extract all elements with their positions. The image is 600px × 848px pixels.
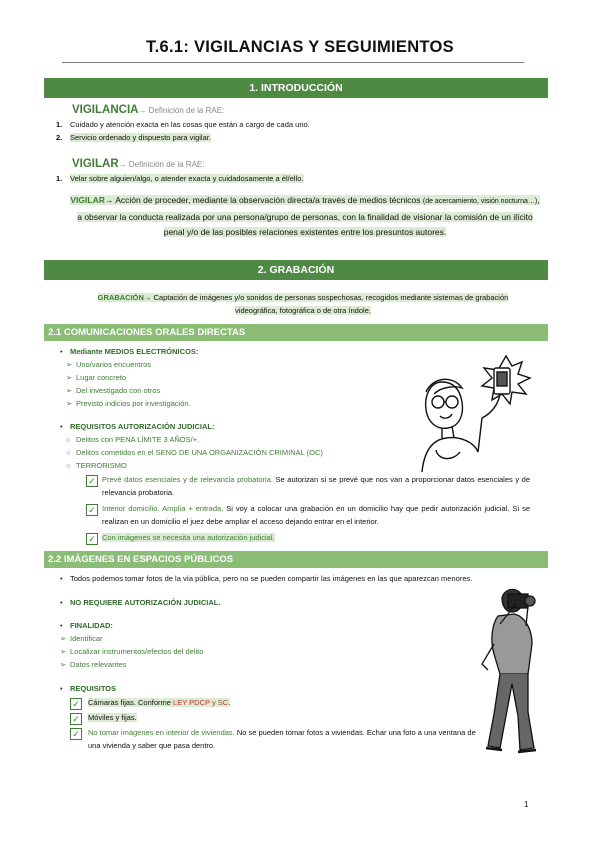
section-heading-introduccion: 1. INTRODUCCIÓN — [44, 78, 548, 98]
vigilar-item-1 — [56, 172, 304, 185]
vigilancia-item-1 — [56, 118, 310, 131]
item-number: 1. — [56, 120, 63, 129]
fin-item-2: ➢ Localizar instrumentos/efectos del delito — [60, 647, 204, 656]
page-number: 1 — [524, 800, 529, 809]
item-number: 2. — [56, 133, 63, 142]
check-green-text: Con imágenes se necesita una autorización judicial. — [102, 533, 275, 542]
check-text: No se pueden tomar fotos a viviendas. Echar una foto a una ventana de una vivienda y saber que pasa dentro. — [88, 728, 476, 750]
requisitos-label-text: REQUISITOS AUTORIZACIÓN JUDICIAL: — [70, 422, 215, 431]
check-green-text: No tomar imágenes en interior de viviendas. — [88, 728, 235, 737]
vigilar-term: VIGILAR — [72, 158, 119, 170]
vigilancia-item-2 — [56, 131, 211, 144]
check-text: Si voy a colocar una grabación en un domicilio hay que pedir autorización judicial. Si se realizan en un domicilio el juez debe ampliar el acceso dejando entrar en el interior. — [102, 504, 530, 526]
medios-item-4: ➢ Previsto indicios por investigación. — [66, 399, 191, 408]
list-item: Delitos con PENA LÍMITE 3 AÑOS/+. — [76, 435, 200, 444]
check-icon: ✓ — [70, 726, 86, 740]
check-item-1 — [102, 473, 530, 499]
espacios-p1: • Todos podemos tomar fotos de la vía pública, pero no se pueden compartir las imágenes en las que aparezcan menores. — [60, 574, 473, 583]
law-reference: LEY PDCP y SC — [173, 698, 229, 707]
title-rule — [62, 62, 524, 63]
check22-item-3 — [88, 726, 488, 752]
medios-label: • Mediante MEDIOS ELECTRÓNICOS: — [60, 347, 199, 356]
photographer-illustration — [478, 584, 548, 754]
check-icon: ✓ — [70, 696, 86, 710]
finalidad-label: • FINALIDAD: — [60, 621, 113, 630]
check22-item-1 — [88, 696, 230, 709]
check-icon: ✓ — [86, 531, 102, 545]
subsection-heading-2-1: 2.1 COMUNICACIONES ORALES DIRECTAS — [44, 324, 548, 341]
section-heading-grabacion: 2. GRABACIÓN — [44, 260, 548, 280]
check-item-3 — [102, 531, 275, 544]
espacios-p2-text: NO REQUIERE AUTORIZACIÓN JUDICIAL. — [70, 598, 221, 607]
vigilar-term-line — [72, 154, 204, 172]
item-text: Cuidado y atención exacta en las cosas que están a cargo de cada uno. — [70, 120, 310, 129]
vigilancia-sub: → Definición de la RAE: — [138, 106, 225, 115]
finalidad-label-text: FINALIDAD: — [70, 621, 113, 630]
list-item: TERRORISMO — [76, 461, 127, 470]
definition-lead: → Acción de proceder, mediante la observación directa/a través de medios técnicos — [104, 195, 421, 205]
check-green-text: Interior domicilio. Amplía + entrada. — [102, 504, 224, 513]
espacios-p1-text: Todos podemos tomar fotos de la vía pública, pero no se pueden compartir las imágenes en las que aparezcan menores. — [70, 574, 473, 583]
list-item: Previsto indicios por investigación. — [76, 399, 191, 408]
vigilancia-term-line — [72, 100, 224, 118]
grabacion-term: GRABACIÓN — [97, 293, 144, 302]
vigilancia-term: VIGILANCIA — [72, 104, 139, 116]
list-item: Uno/varios encuentros — [76, 360, 152, 369]
list-item: Delitos cometidos en el SENO DE UNA ORGANIZACIÓN CRIMINAL (OC) — [76, 448, 323, 457]
check-text: Se autorizan si se prevé que nos van a proporcionar datos esenciales y de relevancia probatoria. — [102, 475, 530, 497]
grabacion-text: → Captación de imágenes y/o sonidos de personas sospechosas, recogidos mediante sistemas de grabación videográfica, fotográfica o de otra índole. — [143, 293, 509, 315]
requisitos22-label-text: REQUISITOS — [70, 684, 117, 693]
subsection-heading-2-2: 2.2 IMÁGENES EN ESPACIOS PÚBLICOS — [44, 551, 548, 568]
item-number: 1. — [56, 174, 63, 183]
medios-item-3: ➢ Del investigado con otros — [66, 386, 161, 395]
check-icon: ✓ — [70, 711, 86, 725]
check-icon: ✓ — [86, 502, 102, 516]
check-icon: ✓ — [86, 473, 102, 487]
grabacion-definition — [86, 291, 520, 317]
req-item-2: ○ Delitos cometidos en el SENO DE UNA ORGANIZACIÓN CRIMINAL (OC) — [66, 448, 323, 457]
espacios-p2: • NO REQUIERE AUTORIZACIÓN JUDICIAL. — [60, 598, 221, 607]
medios-label-text: Mediante MEDIOS ELECTRÓNICOS: — [70, 347, 199, 356]
list-item: Datos relevantes — [70, 660, 127, 669]
fin-item-3: ➢ Datos relevantes — [60, 660, 127, 669]
check22-item-2 — [88, 711, 137, 724]
check-text-end: . — [228, 698, 231, 707]
check-text: Móviles y fijas. — [88, 713, 137, 722]
fin-item-1: ➢ Identificar — [60, 634, 103, 643]
definition-rest: , a observar la conducta realizada por una persona/grupo de personas, con la finalidad de visionar la comisión de un ilícito penal y/o de las posibles relaciones existentes entre los presuntos autores. — [77, 195, 540, 237]
check-item-2 — [102, 502, 530, 528]
page-title: T.6.1: VIGILANCIAS Y SEGUIMIENTOS — [146, 38, 454, 56]
definition-term: VIGILAR — [70, 195, 105, 205]
vigilar-definition — [70, 193, 540, 241]
check-text: Cámaras fijas. Conforme — [88, 698, 174, 707]
check-green-text: Prevé datos esenciales y de relevancia probatoria. — [102, 475, 273, 484]
req-item-3: ○ TERRORISMO — [66, 461, 127, 470]
list-item: Identificar — [70, 634, 103, 643]
item-text: Servicio ordenado y dispuesto para vigilar. — [70, 133, 211, 142]
definition-paren: (de acercamiento, visión nocturna…) — [422, 198, 538, 205]
requisitos-label: • REQUISITOS AUTORIZACIÓN JUDICIAL: — [60, 422, 215, 431]
requisitos22-label: • REQUISITOS — [60, 684, 117, 693]
vigilar-sub: → Definición de la RAE: — [118, 160, 205, 169]
item-text: Velar sobre alguien/algo, o atender exacta y cuidadosamente a él/ello. — [70, 174, 304, 183]
req-item-1: ○ Delitos con PENA LÍMITE 3 AÑOS/+. — [66, 435, 200, 444]
list-item: Lugar concreto — [76, 373, 127, 382]
medios-item-2: ➢ Lugar concreto — [66, 373, 127, 382]
woman-with-phone-illustration — [412, 352, 532, 472]
list-item: Del investigado con otros — [76, 386, 161, 395]
medios-item-1: ➢ Uno/varios encuentros — [66, 360, 152, 369]
list-item: Localizar instrumentos/efectos del delito — [70, 647, 204, 656]
